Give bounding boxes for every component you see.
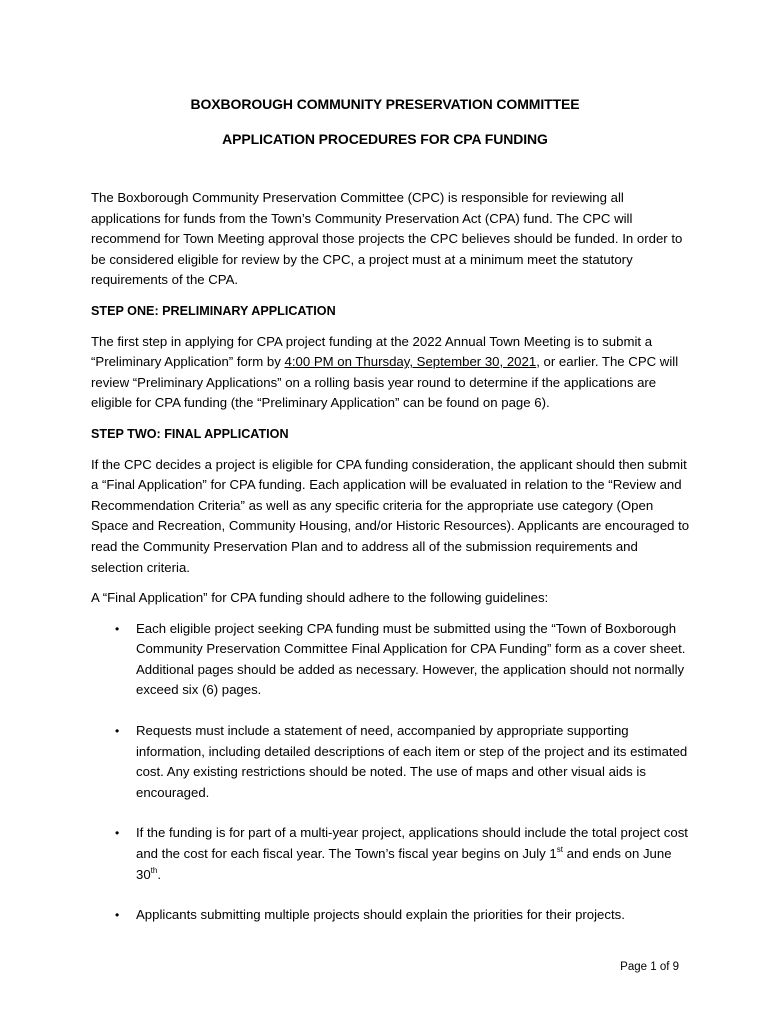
superscript: th bbox=[150, 865, 158, 875]
list-item-text: Applicants submitting multiple projects should explain the priorities for their projects. bbox=[136, 907, 625, 923]
list-item-text-part: If the funding is for part of a multi-year project, applications should include the total project cost and the cost for each fiscal year. The Town’s fiscal year begins on July 1 bbox=[136, 825, 688, 862]
list-item-text-part: . bbox=[157, 866, 162, 882]
step-one-text-start: The first step in applying for CPA project funding at the 2022 Annual Town Meeting is to submit a “Preliminary Application” form by bbox=[91, 333, 653, 370]
document-title: BOXBOROUGH COMMUNITY PRESERVATION COMMITTEE bbox=[190, 96, 580, 112]
list-item bbox=[91, 823, 691, 885]
list-item-text: Requests must include a statement of need, accompanied by appropriate supporting information, including detailed descriptions of each item or step of the project and its estimated cost. Any existing restrictions should be noted. The use of maps and other visual aids is encouraged. bbox=[136, 723, 688, 800]
bullet-icon: • bbox=[115, 908, 120, 923]
step-two-heading: STEP TWO: FINAL APPLICATION bbox=[91, 426, 289, 441]
bullet-icon: • bbox=[115, 724, 120, 739]
bullet-icon: • bbox=[115, 826, 120, 841]
list-item-text bbox=[136, 825, 688, 881]
guidelines-intro: A “Final Application” for CPA funding should adhere to the following guidelines: bbox=[91, 590, 549, 606]
superscript: st bbox=[556, 845, 564, 855]
list-item bbox=[91, 619, 691, 701]
deadline-text: 4:00 PM on Thursday, September 30, 2021 bbox=[284, 354, 537, 370]
list-item bbox=[91, 905, 691, 926]
bullet-icon: • bbox=[115, 621, 120, 636]
list-item-text: Each eligible project seeking CPA funding must be submitted using the “Town of Boxborough Community Preservation Committee Final Application for CPA Funding” form as a cover sheet. Additional pages should be added as necessary. However, the application should not normally exceed six (6) pages. bbox=[136, 620, 686, 698]
step-one-paragraph bbox=[91, 332, 691, 414]
step-one-text-end: , or earlier. The CPC will review “Preliminary Applications” on a rolling basis year round to determine if the applications are eligible for CPA funding (the “Preliminary Application” can be found on page 6). bbox=[91, 354, 679, 411]
page-number: Page 1 of 9 bbox=[620, 961, 679, 973]
guidelines-list bbox=[91, 619, 691, 926]
step-one-heading: STEP ONE: PRELIMINARY APPLICATION bbox=[91, 303, 336, 318]
list-item bbox=[91, 721, 691, 803]
intro-paragraph: The Boxborough Community Preservation Committee (CPC) is responsible for reviewing all applications for funds from the Town’s Community Preservation Act (CPA) fund. The CPC will recommend for Town Meeting approval those projects the CPC believes should be funded. In order to be considered eligible for review by the CPC, a project must at a minimum meet the statutory requirements of the CPA. bbox=[91, 190, 683, 288]
document-subtitle: APPLICATION PROCEDURES FOR CPA FUNDING bbox=[222, 131, 548, 147]
step-two-paragraph: If the CPC decides a project is eligible for CPA funding consideration, the applicant should then submit a “Final Application” for CPA funding. Each application will be evaluated in relation to the “Review and Recommendation Criteria” as well as any specific criteria for the appropriate use category (Open Space and Recreation, Community Housing, and/or Historic Resources). Applicants are encouraged to read the Community Preservation Plan and to address all of the submission requirements and selection criteria. bbox=[91, 456, 690, 575]
list-item-text-part: and ends on June 30 bbox=[136, 846, 672, 882]
document-body bbox=[91, 188, 691, 926]
